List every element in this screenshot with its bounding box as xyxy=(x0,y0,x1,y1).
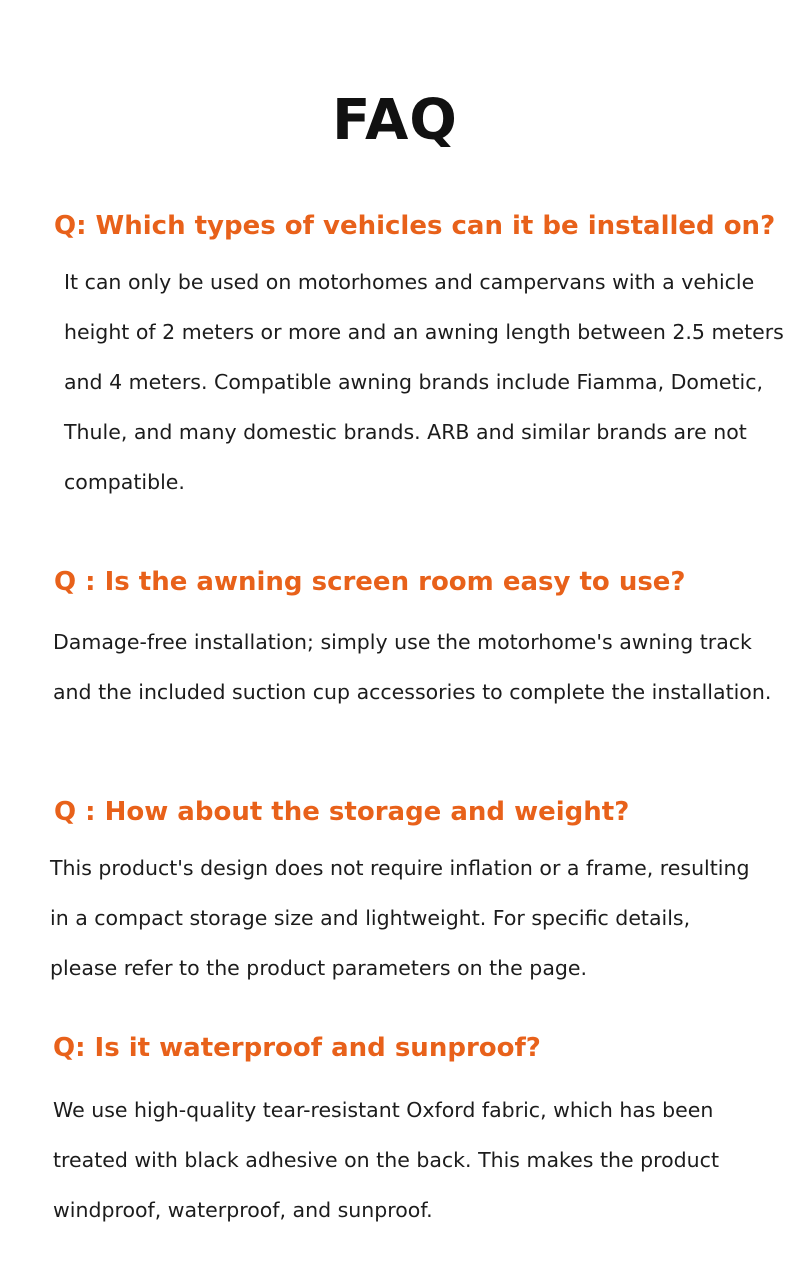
faq-answer-line: compatible. xyxy=(64,470,185,494)
faq-answer-line: please refer to the product parameters on the page. xyxy=(50,956,588,980)
faq-answer-line: height of 2 meters or more and an awning length between 2.5 meters xyxy=(64,320,784,344)
faq-answer-line: We use high-quality tear-resistant Oxford fabric, which has been xyxy=(53,1098,714,1122)
page-title: FAQ xyxy=(332,88,458,153)
faq-answer-line: windproof, waterproof, and sunproof. xyxy=(53,1198,433,1222)
faq-answer-line: Thule, and many domestic brands. ARB and similar brands are not xyxy=(64,420,747,444)
faq-answer-line: It can only be used on motorhomes and campervans with a vehicle xyxy=(64,270,755,294)
faq-answer-line: This product's design does not require inflation or a frame, resulting xyxy=(50,856,750,880)
faq-question: Q: Which types of vehicles can it be installed on? xyxy=(54,211,776,241)
faq-answer-line: and the included suction cup accessories to complete the installation. xyxy=(53,680,772,704)
faq-question: Q : Is the awning screen room easy to use? xyxy=(54,567,686,597)
faq-question: Q : How about the storage and weight? xyxy=(54,797,630,827)
faq-answer-line: and 4 meters. Compatible awning brands include Fiamma, Dometic, xyxy=(64,370,764,394)
faq-answer-line: in a compact storage size and lightweight. For specific details, xyxy=(50,906,691,930)
faq-answer-line: treated with black adhesive on the back. This makes the product xyxy=(53,1148,719,1172)
faq-question: Q: Is it waterproof and sunproof? xyxy=(53,1033,541,1063)
faq-answer-line: Damage-free installation; simply use the motorhome's awning track xyxy=(53,630,752,654)
